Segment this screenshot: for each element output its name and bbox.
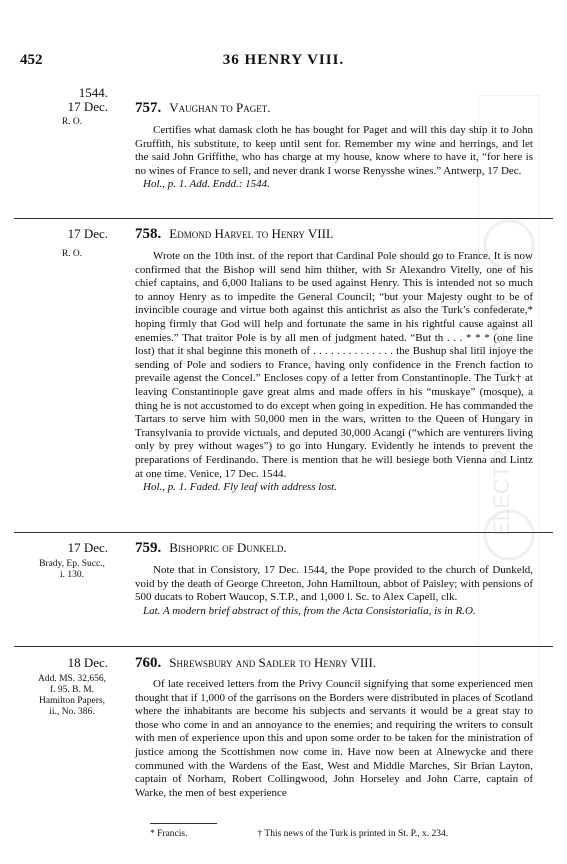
section-divider [14, 218, 553, 219]
watermark-text: ELECTRONIC LIBRARY [489, 294, 514, 536]
footnote-rule [150, 823, 217, 824]
entry-760-heading [135, 655, 376, 672]
footnote: * Francis. [150, 829, 188, 839]
entry-source: R. O. [61, 117, 83, 127]
entry-title: Edmond Harvel to Henry VIII. [169, 226, 334, 241]
entry-text: Note that in Consistory, 17 Dec. 1544, the Pope provided to the church of Dunkeld, void by the death of George Chreeton, John Hamiltoun, abbot of Paisley; with pensions of 500 ducats to Robert Waucop, S.T.P., and 1,000 l. Sc. to Alex Capell, clk. [135, 564, 533, 604]
section-divider [14, 532, 553, 533]
entry-text: Wrote on the 10th inst. of the report that Cardinal Pole should go to France. It is now confirmed that the Bishop will send him thither, with Sr Alexandro Vitelly, one of his chief captains, and 6,000 Italians to be used against Henry. This is intended not so much to annoy Henry as to impedite the General Council; “but your Majesty ought to be of invincible courage and virtue both against this antichrist as also the Turk’s confederate,* hoping firmly that God will help and fortunate the same in his rightful cause against all enemies.” That traitor Pole is by all men of judgment hated. “But th . . . * * * (one line lost) that it shal beginne this moneth of . . . . . . . . . . . . . . the Bushup shal litil injoye the sending of Pole and sodiers to France, having only confidence in the French faction to prevaile agenst the Concel.” Encloses copy of a letter from Constantinople. The Turk† at leaving Constantinople gave great alms and made offers in his “muskaye” (mosque), a thing he is not accustomed to do except when going in expedition. He has commanded the Tartars to serve him with 50,000 men in the wars, written to the Queen of Hungary in Transylvania to provide victuals, and deputed 30,000 Acangi (“which are venturers living only by prey without wages”) to go into Hungary. Evidently he intends to prevent the preparations of Ferdinando. There is mention that he will besiege both Vienna and Lintz at one time. Venice, 17 Dec. 1544. [135, 250, 533, 480]
entry-title: Shrewsbury and Sadler to Henry VIII. [169, 655, 377, 670]
watermark [478, 95, 540, 735]
entry-757-body [135, 124, 533, 192]
entry-number: 759. [135, 540, 162, 556]
running-head: 36 HENRY VIII. [222, 52, 345, 68]
section-divider [14, 646, 553, 647]
entry-date: 18 Dec. [67, 655, 108, 670]
entry-760-body [135, 678, 533, 800]
entry-757-heading [135, 100, 270, 117]
entry-760-margin [18, 656, 108, 718]
entry-758-heading [135, 226, 333, 243]
entry-758-body [135, 250, 533, 495]
entry-source: Brady, Ep. Succ., i. 130. [39, 559, 105, 580]
footnote: † This news of the Turk is printed in St. P., x. 234. [257, 829, 449, 839]
entry-date: 17 Dec. [67, 99, 108, 114]
entry-source: R. O. [61, 249, 83, 259]
entry-title: Bishopric of Dunkeld. [169, 540, 287, 555]
entry-number: 760. [135, 655, 162, 671]
entry-source: Add. MS. 32,656, f. 95. B. M. Hamilton Papers, ii., No. 386. [37, 674, 107, 717]
entry-text: Of late received letters from the Privy Council signifying that some experienced men thought that if 1,000 of the garrisons on the Borders were distributed in places of Scotland where the inhabitants are become his subjects and servants it would be a great stay to those who come in and an annoyance to the enemies; and requiring the writers to consult with men of experience upon this and upon some order to be taken for the ministration of justice among the Scottishmen now come in. Have now been at Alnewycke and there communed with the Wardens of the East, West and Middle Marches, Sir Brian Layton, captain of Norham, Robert Collingwood, John Horseley and John Carre, captain of Warke, the men of best experience [135, 678, 533, 799]
entry-title: Vaughan to Paget. [169, 100, 271, 115]
entry-number: 758. [135, 226, 162, 242]
entry-note: Hol., p. 1. Faded. Fly leaf with address lost. [143, 481, 337, 494]
entry-note: Hol., p. 1. Add. Endd.: 1544. [143, 178, 270, 191]
entry-date: 17 Dec. [67, 226, 108, 241]
entry-759-heading [135, 540, 287, 557]
entry-number: 757. [135, 100, 162, 116]
footnotes [150, 829, 530, 839]
entry-text: Certifies what damask cloth he has bought for Paget and will this day ship it to John Gruffith, his substitute, to keep until sent for. Remember my wine and herrings, and let the said John Griffithe, who has charge at my house, know where to have it, “for here is no wines of France to sell, and never drank I worse Renysshe wines.” Antwerp, 17 Dec. [135, 124, 533, 177]
entry-note: Lat. A modern brief abstract of this, from the Acta Consistorialia, is in R.O. [143, 604, 476, 617]
page-header [20, 52, 547, 72]
entry-759-margin [18, 541, 108, 581]
entry-759-body [135, 564, 533, 618]
entry-year: 1544. [78, 85, 108, 100]
entry-date: 17 Dec. [67, 540, 108, 555]
entry-757-margin [18, 86, 108, 128]
page-number: 452 [20, 52, 43, 68]
entry-758-margin [18, 227, 108, 260]
